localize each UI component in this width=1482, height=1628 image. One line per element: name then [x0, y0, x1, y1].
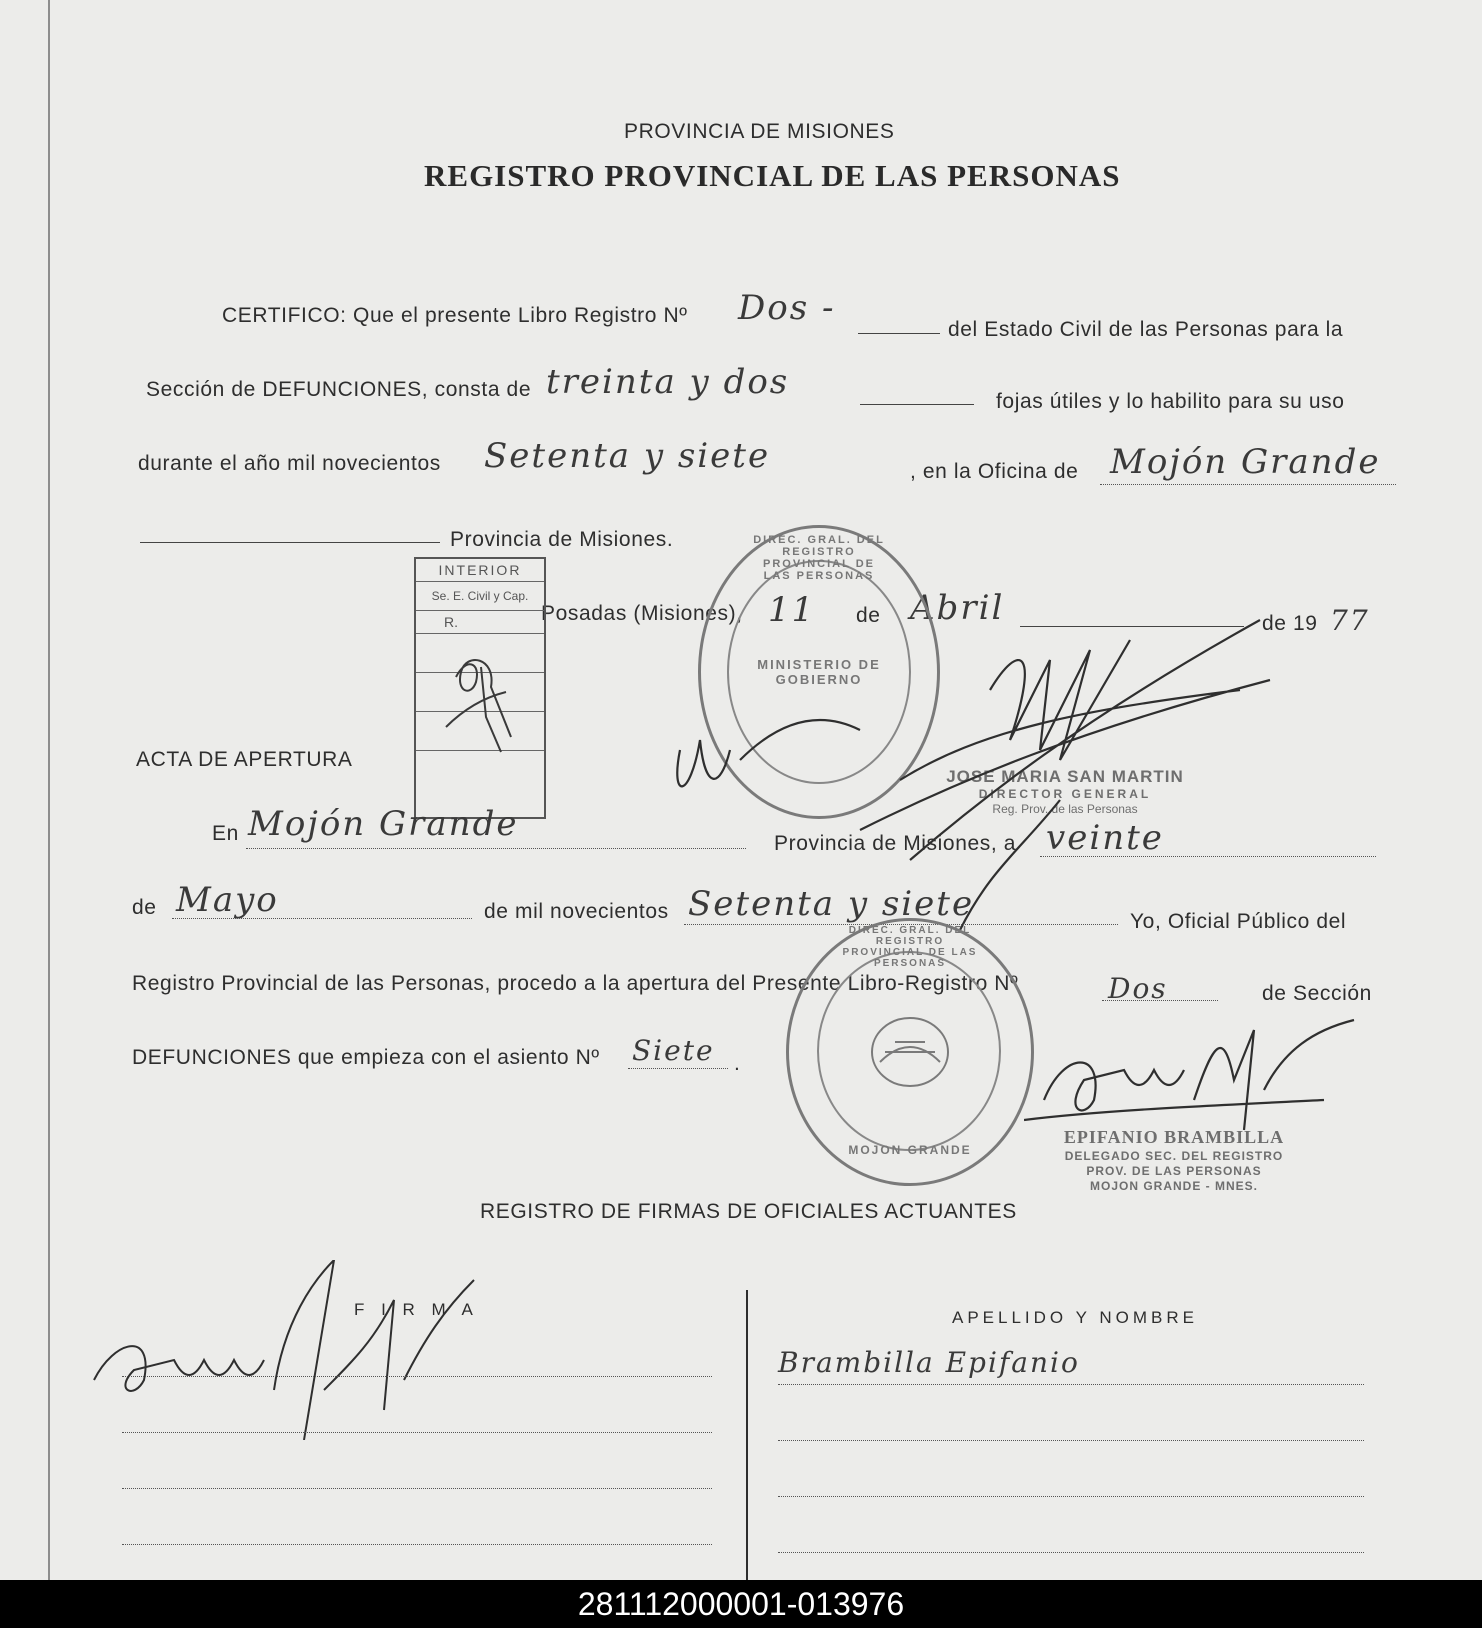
cert-book-number: Dos -: [738, 288, 836, 328]
acta-entry-blank: [628, 1068, 728, 1069]
acta-line3-text: Registro Provincial de las Personas, procedo a la apertura del Presente Libro-Registro Nº: [132, 972, 1019, 995]
firma-line: [122, 1432, 712, 1433]
acta-year-words: Setenta y siete: [688, 884, 975, 924]
acta-place: Mojón Grande: [248, 804, 519, 844]
acta-mil: de mil novecientos: [484, 900, 669, 923]
name-line: [778, 1552, 1364, 1553]
cert-line4-text: Provincia de Misiones.: [450, 528, 674, 551]
cert-office: Mojón Grande: [1110, 442, 1381, 482]
firma-line: [122, 1544, 712, 1545]
top-seal-inner-text: MINISTERIO DE GOBIERNO: [757, 657, 881, 687]
bottom-oval-seal: [786, 918, 1034, 1186]
cert-place-date: Posadas (Misiones),: [541, 602, 743, 625]
cert-folios: treinta y dos: [546, 362, 790, 402]
firma-line: [122, 1488, 712, 1489]
acta-place-blank: [246, 848, 746, 849]
acta-book-number: Dos: [1108, 972, 1168, 1005]
bottom-seal-inner-text: MOJON GRANDE: [848, 1143, 972, 1157]
officer-signature: [84, 1260, 484, 1440]
firma-line: [122, 1376, 712, 1377]
cert-folios-blank: [860, 404, 974, 405]
acta-yo: Yo, Oficial Público del: [1130, 910, 1347, 933]
cert-line1-text: CERTIFICO: Que el presente Libro Registro Nº: [222, 304, 688, 327]
name-line: [778, 1496, 1364, 1497]
name-line: [778, 1384, 1364, 1385]
delegate-line1: DELEGADO SEC. DEL REGISTRO: [1064, 1148, 1284, 1163]
acta-entry: Siete: [632, 1034, 715, 1067]
acta-line4-text: DEFUNCIONES que empieza con el asiento Nº: [132, 1046, 600, 1069]
document-id: 281112000001-013976: [577, 1585, 905, 1622]
cert-line1-end: del Estado Civil de las Personas para la: [948, 318, 1344, 341]
cert-de: de: [856, 604, 881, 627]
delegate-name: EPIFANIO BRAMBILLA: [1063, 1127, 1285, 1147]
cert-book-blank: [858, 333, 940, 334]
cert-line4-blank: [140, 542, 440, 543]
acta-day-words: veinte: [1046, 818, 1164, 858]
cert-line3-mid: , en la Oficina de: [910, 460, 1079, 483]
bottom-seal-ring-text: DIREC. GRAL. DEL REGISTRO PROVINCIAL DE LAS PERSONAS: [842, 925, 978, 969]
interior-stamp: [414, 557, 546, 819]
top-seal-ring-text: DIREC. GRAL. DEL REGISTRO PROVINCIAL DE LAS PERSONAS: [753, 534, 885, 582]
interior-stamp-line3: R.: [416, 611, 544, 634]
registry-title: REGISTRO PROVINCIAL DE LAS PERSONAS: [424, 158, 1121, 193]
name-header: APELLIDO Y NOMBRE: [952, 1308, 1198, 1327]
acta-provincia: Provincia de Misiones, a: [774, 832, 1017, 855]
director-title: DIRECTOR GENERAL: [978, 787, 1152, 802]
cert-line2-end: fojas útiles y lo habilito para su uso: [996, 390, 1345, 413]
cert-line2-text: Sección de DEFUNCIONES, consta de: [146, 378, 532, 401]
acta-day-blank: [1040, 856, 1376, 857]
acta-title: ACTA DE APERTURA: [136, 748, 353, 771]
cert-year-suffix: 77: [1330, 604, 1370, 637]
delegate-signature: [1024, 1010, 1364, 1140]
province-heading: PROVINCIA DE MISIONES: [624, 120, 895, 143]
interior-stamp-line1: INTERIOR: [416, 559, 544, 582]
director-name: JOSE MARIA SAN MARTIN: [946, 767, 1184, 786]
officer-name: Brambilla Epifanio: [778, 1346, 1080, 1379]
cert-day: 11: [768, 590, 816, 630]
acta-line3-end: de Sección: [1262, 982, 1372, 1005]
cert-year-words: Setenta y siete: [484, 436, 771, 476]
director-org: Reg. Prov. de las Personas: [992, 802, 1138, 817]
delegate-line3: MOJON GRANDE - MNES.: [1089, 1178, 1258, 1193]
acta-en: En: [212, 822, 239, 845]
cert-month: Abril: [910, 588, 1005, 628]
acta-line4-end: .: [734, 1052, 741, 1075]
document-id-bar: [0, 1580, 1482, 1628]
name-line: [778, 1440, 1364, 1441]
acta-de: de: [132, 896, 157, 919]
signatures-divider: [746, 1290, 748, 1580]
acta-book-blank: [1102, 1000, 1218, 1001]
firma-header: F I R M A: [354, 1300, 479, 1319]
interior-stamp-line2: Se. E. Civil y Cap.: [416, 582, 544, 611]
cert-year-prefix: de 19: [1262, 612, 1318, 635]
cert-line3-text: durante el año mil novecientos: [138, 452, 441, 475]
interior-stamp-signature: [426, 647, 536, 757]
delegate-line2: PROV. DE LAS PERSONAS: [1086, 1163, 1262, 1178]
acta-month-blank: [172, 918, 472, 919]
cert-office-blank: [1100, 484, 1396, 485]
signatures-title: REGISTRO DE FIRMAS DE OFICIALES ACTUANTES: [480, 1200, 1017, 1223]
delegate-stamp: [1034, 1126, 1314, 1194]
interior-stamp-row: [416, 751, 544, 791]
acta-month: Mayo: [176, 880, 279, 920]
binding-edge: [48, 0, 50, 1580]
